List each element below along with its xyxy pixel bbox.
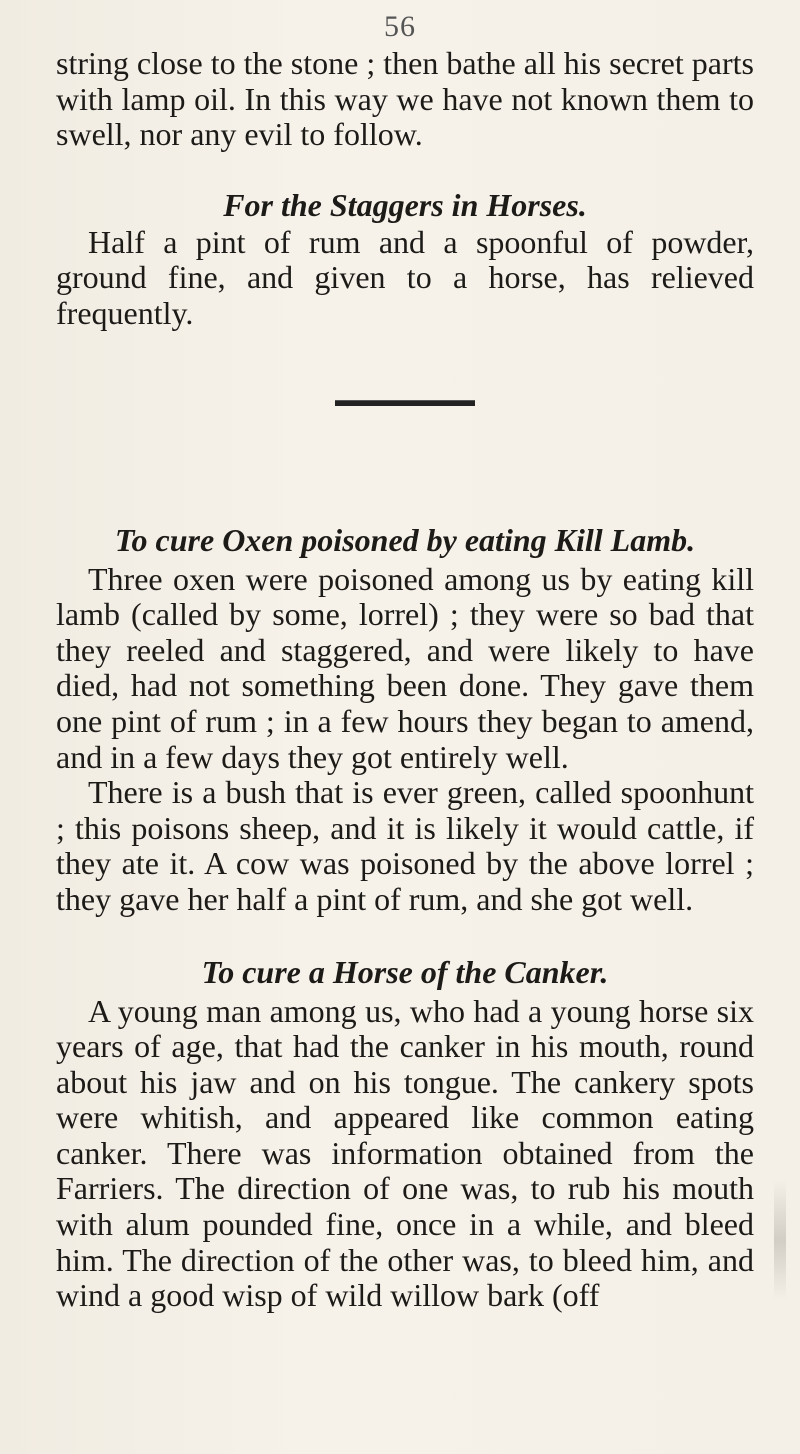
- oxen-heading: To cure Oxen poisoned by eating Kill Lamb.: [114, 521, 696, 558]
- oxen-paragraph-2: There is a bush that is ever green, called spoonhunt ; this poisons sheep, and it is likely it would cattle, if they ate it. A cow was poisoned by the above lorrel ; they gave her half a pint of rum, and she got well.: [56, 774, 754, 917]
- staggers-heading: For the Staggers in Horses.: [223, 186, 587, 223]
- page-body: [56, 46, 754, 1314]
- page-stain: [774, 1180, 786, 1300]
- section-divider: [335, 400, 475, 406]
- canker-paragraph: A young man among us, who had a young horse six years of age, that had the canker in his mouth, round about his jaw and on his tongue. The cankery spots were whitish, and appeared like common eating canker. There was information obtained from the Farriers. The direction of one was, to rub his mouth with alum pounded fine, once in a while, and bleed him. The direction of the other was, to bleed him, and wind a good wisp of wild willow bark (off: [56, 992, 754, 1314]
- staggers-paragraph: Half a pint of rum and a spoonful of powder, ground fine, and given to a horse, has relieved frequently.: [56, 223, 754, 331]
- oxen-paragraph-1: Three oxen were poisoned among us by eating kill lamb (called by some, lorrel) ; they were so bad that they reeled and staggered, and were likely to have died, had not something been done. They gave them one pint of rum ; in a few hours they began to amend, and in a few days they got entirely well.: [56, 560, 754, 775]
- intro-paragraph: string close to the stone ; then bathe all his secret parts with lamp oil. In this way we have not known them to swell, nor any evil to follow.: [56, 45, 754, 153]
- page-number: 56: [384, 10, 416, 43]
- canker-heading: To cure a Horse of the Canker.: [201, 953, 609, 990]
